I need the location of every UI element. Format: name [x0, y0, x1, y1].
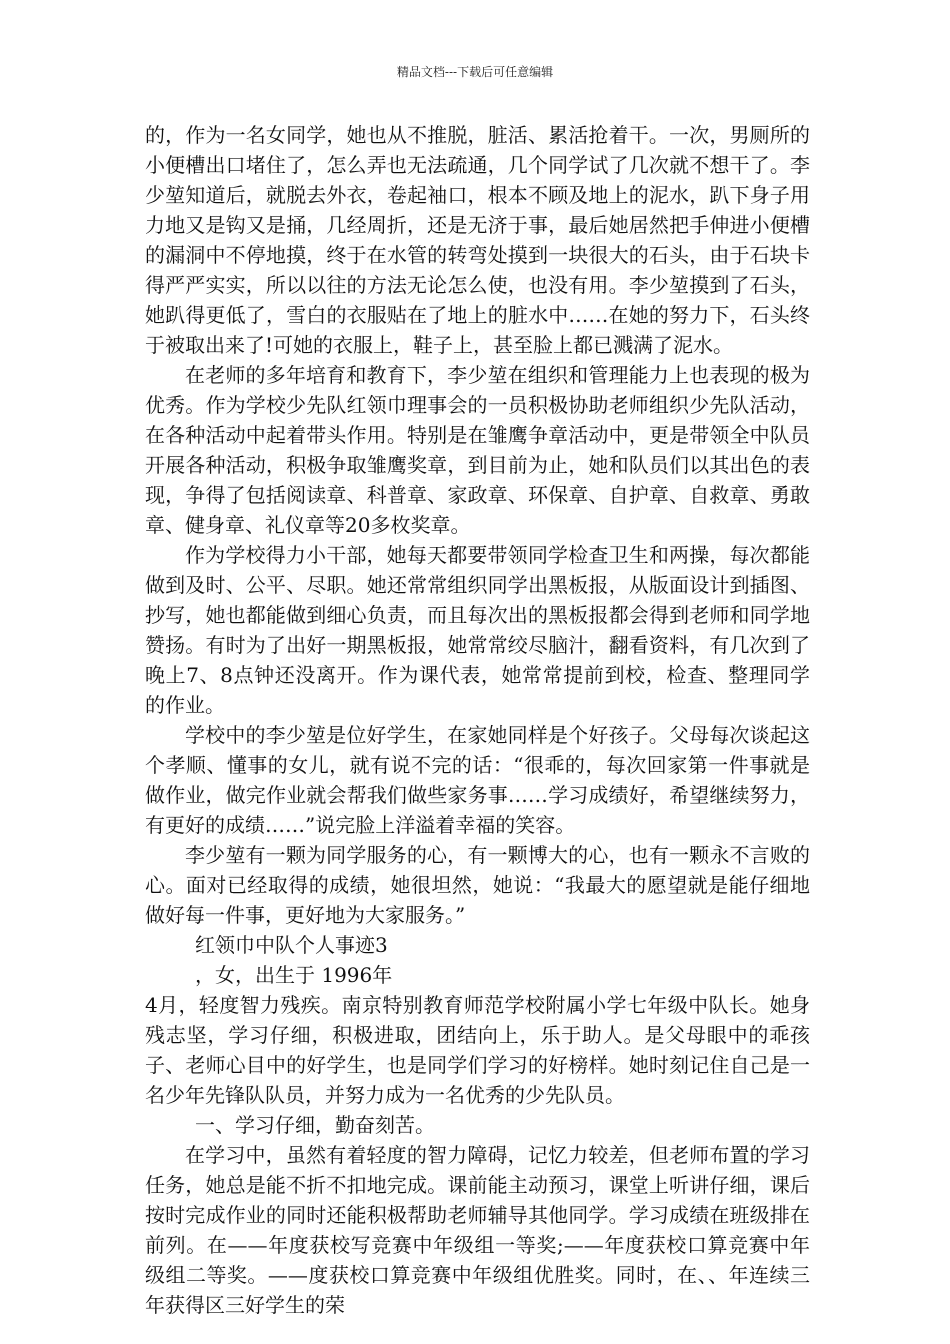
- paragraph-1: 的，作为一名女同学，她也从不推脱，脏活、累活抢着干。一次，男厕所的小便槽出口堵住了，怎么弄也无法疏通，几个同学试了几次就不想干了。李少堃知道后，就脱去外衣，卷起袖口，根本不顾及地上的泥水，趴下身子用力地又是钩又是捅，几经周折，还是无济于事，最后她居然把手伸进小便槽的漏洞中不停地摸，终于在水管的转弯处摸到一块很大的石头，由于石块卡得严严实实，所以以往的方法无论怎么使，也没有用。李少堃摸到了石头，她趴得更低了，雪白的衣服贴在了地上的脏水中……在她的努力下，石头终于被取出来了!可她的衣服上，鞋子上，甚至脸上都已溅满了泥水。: [145, 123, 810, 357]
- paragraph-3: 作为学校得力小干部，她每天都要带领同学检查卫生和两操，每次都能做到及时、公平、尽职。她还常常组织同学出黑板报，从版面设计到插图、抄写，她也都能做到细心负责，而且每次出的黑板报都会得到老师和同学地赞扬。有时为了出好一期黑板报，她常常绞尽脑汁，翻看资料，有几次到了晚上7、8点钟还没离开。作为课代表，她常常提前到校，检查、整理同学的作业。: [145, 543, 810, 717]
- document-body: [145, 120, 810, 1320]
- page-header: 精品文档---下载后可任意编辑: [396, 65, 554, 79]
- paragraph-6: 4月，轻度智力残疾。南京特别教育师范学校附属小学七年级中队长。她身残志坚，学习仔细，积极进取，团结向上，乐于助人。是父母眼中的乖孩子、老师心目中的好学生，也是同学们学习的好榜样。她时刻记住自己是一名少年先锋队队员，并努力成为一名优秀的少先队员。: [145, 993, 810, 1107]
- section-title: 红领巾中队个人事迹3: [195, 933, 388, 957]
- birth-line: ，女，出生于 1996年: [195, 963, 393, 987]
- paragraph-5: 李少堃有一颗为同学服务的心，有一颗博大的心，也有一颗永不言败的心。面对已经取得的成绩，她很坦然，她说：“我最大的愿望就是能仔细地做好每一件事，更好地为大家服务。”: [145, 843, 810, 927]
- paragraph-4: 学校中的李少堃是位好学生，在家她同样是个好孩子。父母每次谈起这个孝顺、懂事的女儿，就有说不完的话：“很乖的，每次回家第一件事就是做作业，做完作业就会帮我们做些家务事……学习成绩好，希望继续努力，有更好的成绩……”说完脸上洋溢着幸福的笑容。: [145, 723, 810, 837]
- subheading-study: 一、学习仔细，勤奋刻苦。: [195, 1113, 435, 1137]
- paragraph-7: 在学习中，虽然有着轻度的智力障碍，记忆力较差，但老师布置的学习任务，她总是能不折不扣地完成。课前能主动预习，课堂上听讲仔细，课后按时完成作业的同时还能积极帮助老师辅导其他同学。学习成绩在班级排在前列。在——年度获校写竞赛中年级组一等奖;——年度获校口算竞赛中年级组二等奖。——度获校口算竞赛中年级组优胜奖。同时，在、、年连续三年获得区三好学生的荣: [145, 1143, 810, 1317]
- paragraph-2: 在老师的多年培育和教育下，李少堃在组织和管理能力上也表现的极为优秀。作为学校少先队红领巾理事会的一员积极协助老师组织少先队活动，在各种活动中起着带头作用。特别是在雏鹰争章活动中，更是带领全中队员开展各种活动，积极争取雏鹰奖章，到目前为止，她和队员们以其出色的表现，争得了包括阅读章、科普章、家政章、环保章、自护章、自救章、勇敢章、健身章、礼仪章等20多枚奖章。: [145, 363, 810, 537]
